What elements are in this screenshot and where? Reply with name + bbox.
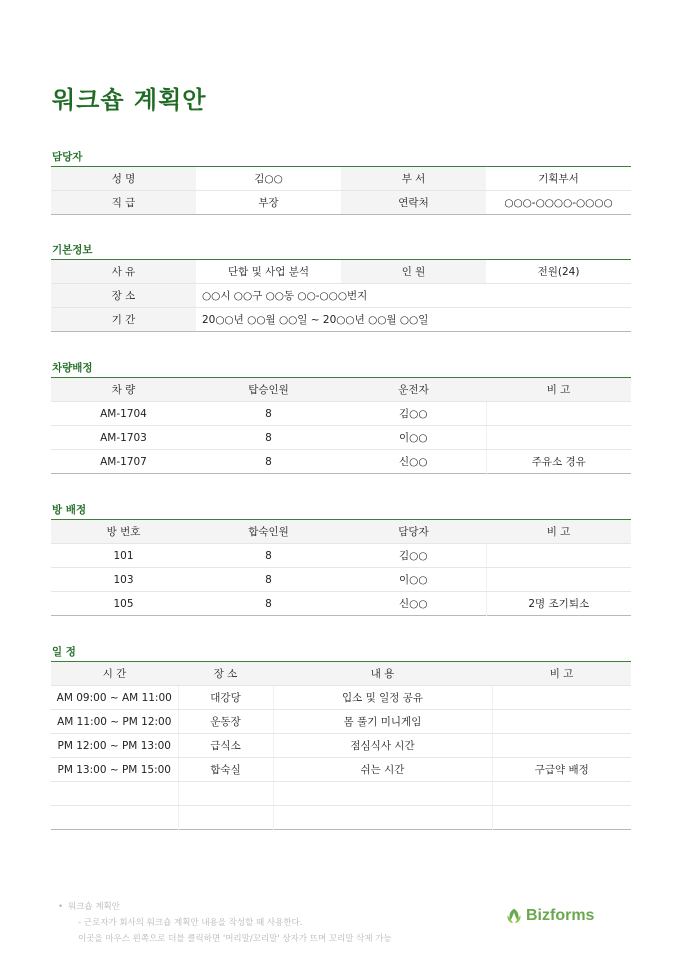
- column-header: 비 고: [492, 662, 631, 686]
- label-department: 부 서: [341, 167, 486, 191]
- table-cell: AM-1704: [51, 402, 196, 426]
- footer-note[interactable]: [58, 899, 392, 947]
- table-cell: [273, 806, 492, 830]
- table-row: [51, 782, 631, 806]
- label-name: 성 명: [51, 167, 196, 191]
- table-cell: [486, 426, 631, 450]
- value-department: 기획부서: [486, 167, 631, 191]
- table-row: [51, 734, 631, 758]
- table-cell: 8: [196, 426, 341, 450]
- table-header-row: [51, 662, 631, 686]
- table-cell: [486, 568, 631, 592]
- section-heading-vehicles: 차량배정: [52, 362, 93, 374]
- table-row: [51, 260, 631, 284]
- table-cell: 8: [196, 568, 341, 592]
- label-reason: 사 유: [51, 260, 196, 284]
- label-rank: 직 급: [51, 191, 196, 215]
- table-cell: [492, 734, 631, 758]
- table-cell: [51, 806, 178, 830]
- table-cell: AM-1703: [51, 426, 196, 450]
- bizforms-logo: [505, 907, 594, 925]
- table-cell: 8: [265, 455, 272, 468]
- table-row: [51, 806, 631, 830]
- table-header-row: [51, 520, 631, 544]
- table-cell: [178, 806, 273, 830]
- table-row: [51, 710, 631, 734]
- table-cell: [178, 782, 273, 806]
- section-heading-schedule: 일 정: [52, 646, 76, 658]
- table-row: [51, 686, 631, 710]
- table-cell: 8: [196, 544, 341, 568]
- table-row: [51, 758, 631, 782]
- table-cell: [492, 710, 631, 734]
- basic-info-table: [51, 259, 631, 332]
- table-cell: [486, 544, 631, 568]
- table-row: [51, 284, 631, 308]
- manager-table: [51, 166, 631, 215]
- value-people: 전원(24): [486, 260, 631, 284]
- table-cell: 급식소: [178, 734, 273, 758]
- footer-line-hint: 이곳을 마우스 왼쪽으로 더블 클릭하면 '머리말/꼬리말' 상자가 뜨며 꼬리말 삭제 가능: [78, 934, 392, 944]
- table-row: [51, 592, 631, 616]
- column-header: 담당자: [341, 520, 486, 544]
- table-cell: 운동장: [178, 710, 273, 734]
- table-cell: PM 13:00 ~ PM 15:00: [51, 758, 178, 782]
- table-cell: 점심식사 시간: [273, 734, 492, 758]
- table-cell: [492, 806, 631, 830]
- value-name: 김○○: [196, 167, 341, 191]
- table-row: [51, 402, 631, 426]
- table-cell: 쉬는 시간: [273, 758, 492, 782]
- table-cell: [273, 782, 492, 806]
- document-title: 워크숍 계획안: [52, 86, 207, 114]
- table-row: [51, 568, 631, 592]
- leaf-icon: [505, 907, 523, 925]
- label-period: 기 간: [51, 308, 196, 332]
- table-cell: 구급약 배정: [492, 758, 631, 782]
- label-people: 인 원: [341, 260, 486, 284]
- table-cell: 신○○: [399, 598, 428, 610]
- label-place: 장 소: [51, 284, 196, 308]
- column-header: 장 소: [178, 662, 273, 686]
- table-row: [51, 450, 631, 474]
- table-cell: 합숙실: [178, 758, 273, 782]
- column-header: 탑승인원: [196, 378, 341, 402]
- section-heading-rooms: 방 배정: [52, 504, 87, 516]
- table-cell: AM 11:00 ~ PM 12:00: [51, 710, 178, 734]
- table-cell: 김○○: [341, 544, 486, 568]
- table-cell: 8: [196, 402, 341, 426]
- column-header: 합숙인원: [196, 520, 341, 544]
- value-contact: ○○○-○○○○-○○○○: [504, 196, 613, 209]
- table-cell: 2명 조기퇴소: [486, 592, 631, 616]
- table-cell: AM-1707: [100, 455, 147, 468]
- table-row: [51, 544, 631, 568]
- table-row: [51, 167, 631, 191]
- column-header: 비 고: [486, 520, 631, 544]
- table-cell: 105: [113, 597, 134, 610]
- table-cell: 주유소 경유: [486, 450, 631, 474]
- schedule-table: [51, 661, 631, 830]
- column-header: 차 량: [51, 378, 196, 402]
- table-row: [51, 308, 631, 332]
- table-header-row: [51, 378, 631, 402]
- table-row: [51, 426, 631, 450]
- table-cell: 103: [51, 568, 196, 592]
- table-cell: 대강당: [178, 686, 273, 710]
- rooms-table: [51, 519, 631, 616]
- table-cell: [492, 782, 631, 806]
- column-header: 시 간: [51, 662, 178, 686]
- vehicles-table: [51, 377, 631, 474]
- value-period: 20○○년 ○○월 ○○일 ~ 20○○년 ○○월 ○○일: [202, 314, 429, 326]
- table-cell: 입소 및 일정 공유: [273, 686, 492, 710]
- footer-line-usage: - 근로자가 회사의 워크숍 계획안 내용을 작성할 때 사용한다.: [78, 918, 303, 928]
- table-cell: 신○○: [399, 456, 428, 468]
- table-cell: [486, 402, 631, 426]
- column-header: 운전자: [341, 378, 486, 402]
- table-cell: PM 12:00 ~ PM 13:00: [51, 734, 178, 758]
- table-cell: 8: [265, 597, 272, 610]
- table-cell: AM 09:00 ~ AM 11:00: [51, 686, 178, 710]
- table-cell: 이○○: [341, 426, 486, 450]
- section-heading-manager: 담당자: [52, 151, 83, 163]
- table-cell: [492, 686, 631, 710]
- footer-line-title: 워크숍 계획안: [68, 902, 120, 912]
- table-cell: [51, 782, 178, 806]
- table-cell: 몸 풀기 미니게임: [273, 710, 492, 734]
- column-header: 비 고: [486, 378, 631, 402]
- column-header: 방 번호: [51, 520, 196, 544]
- bullet-icon: •: [58, 902, 64, 912]
- logo-text: Bizforms: [526, 907, 595, 924]
- table-cell: 101: [51, 544, 196, 568]
- value-rank: 부장: [258, 197, 279, 209]
- label-contact: 연락처: [341, 191, 486, 215]
- column-header: 내 용: [273, 662, 492, 686]
- table-row: [51, 191, 631, 215]
- table-cell: 김○○: [341, 402, 486, 426]
- section-heading-basic: 기본정보: [52, 244, 93, 256]
- value-reason: 단합 및 사업 분석: [196, 260, 341, 284]
- value-place: ○○시 ○○구 ○○동 ○○-○○○번지: [196, 284, 631, 308]
- table-cell: 이○○: [341, 568, 486, 592]
